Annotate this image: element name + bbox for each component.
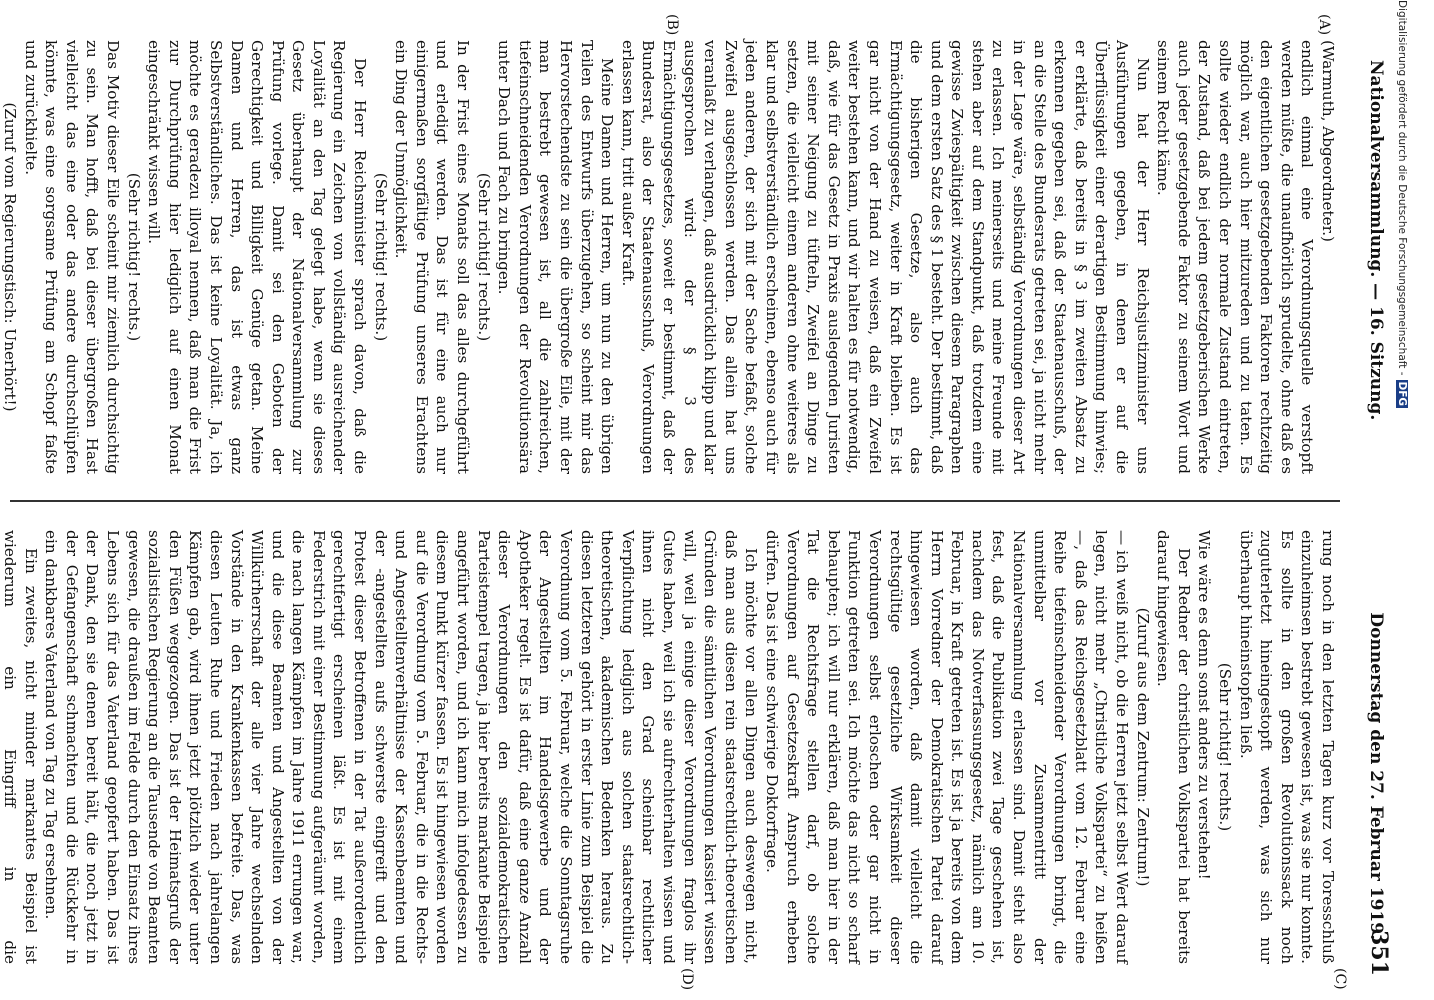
paragraph: (Zuruf vom Regierungstisch: Unerhört!): [1, 102, 19, 412]
paragraph: (Sehr richtig! rechts.): [371, 172, 390, 342]
paragraph: endlich einmal eine Verordnungsquelle verstopft werden müßte, die unaufhörlich sprudelte, ohne daß es den eigentlichen gesetzgebenden Faktoren rechtzeitig möglich war, auch hier mitzureden und zu taten. Es sollte wieder endlich der normale Zustand eintreten, der Zustand, daß bei jedem gesetzgeberischen Werke auch jeder gesetzgebende Faktor zu seinem Wort und seinem Recht käme.: [1154, 40, 1317, 474]
dfg-logo: DFG: [1396, 381, 1408, 407]
paragraph: Meine Damen und Herren, um nun zu den übrigen Teilen des Entwurfs überzugehen, so scheint mir das Hervorstechendste zu sein die übergroße Eile, mit der man bestrebt gewesen ist, all die zahlreichen, tiefeinschneidenden Verordnungen der Revolutionsära unter Dach und Fach zu bringen.: [495, 40, 617, 474]
margin-marker-b: (B): [664, 14, 680, 36]
paragraph: Wie wäre es denn sonst anders zu verstehen!: [1195, 530, 1214, 880]
paragraph: Der Redner der christlichen Volkspartei hat bereits darauf hingewiesen.: [1154, 530, 1193, 964]
running-header-right: Donnerstag den 27. Februar 1919.: [1366, 612, 1386, 940]
margin-marker-c: (C): [1332, 968, 1348, 990]
digitization-credit: [1388, 0, 1408, 1000]
paragraph: Nun hat der Herr Reichsjustizminister uns Ausführungen gegeben, in denen er auf die Überflüssigkeit einer derartigen Bestimmung hinwies; er erklärte, daß bereits in § 3 im zweiten Absatz zu erkennen gegeben sei, daß der Staatenausschuß, der an die Stelle des Bundesrats getreten sei, ja nicht mehr in der Lage wäre, selbständig Verordnungen dieser Art zu erlassen. Ich meinerseits und meine Freunde mit stehen aber auf dem Standpunkt, daß trotzdem eine gewisse Zwiespältigkeit zwischen diesem Paragraphen und dem ersten Satz des § 1 besteht. Der bestimmt, daß die bisherigen Gesetze, also auch das Ermächtigungsgesetz, weiter in Kraft bleiben. Es ist gar nicht von der Hand zu weisen, daß ein Zweifel weiter bestehen kann, und wir halten es für notwendig, daß, wie für das Gesetz in Praxis auslegenden Juristen mit seiner Neigung zu tüfteln, Zweifel an Dinge zu setzen, die vielleicht einem anderen ohne weiteres als klar und selbstverständlich erscheinen, ebenso auch für jeden anderen, der sich mit der Sache befaßt, solche Zweifel ausgeschlossen werden. Das allein hat uns veranlaßt zu verlangen, daß ausdrücklich klipp und klar ausgesprochen wird: der § 3 des Ermächtigungsgesetzes, soweit er bestimmt, daß der Bundesrat, also der Staatenausschuß, Verordnungen erlassen kann, tritt außer Kraft.: [618, 40, 1152, 474]
paragraph: (Warmuth, Abgeordneter.): [1319, 40, 1337, 242]
paragraph: (Zuruf aus dem Zentrum: Zentrum!): [1133, 607, 1152, 887]
paragraph: Ich möchte vor allen Dingen auch deswegen nicht, daß man aus diesen rein staatsrechtlich-theoretischen Gründen die sämtlichen Verordnungen kassiert wissen will, weil ja einige dieser Verordnungen fraglos ihr Gutes haben, weil ich sie aufrechterhalten wissen und ihnen nicht den Grad scheinbar rechtlicher Verpflichtung lediglich aus solchen staatsrechtlich-theoretischen, akademischen Bedenken heraus. Zu diesen letzteren gehört in erster Linie zum Beispiel die Verordnung vom 5. Februar, welche die Sonntagsruhe der Angestellten im Handelsgewerbe und der Apotheker regelt. Es ist dafür, daß eine ganze Anzahl dieser Verordnungen den sozialdemokratischen Parteistempel tragen, ja hier bereits markante Beispiele angeführt worden, und ich kann mich infolgedessen zu diesem Punkt kürzer fassen. Es ist hingewiesen worden auf die Verordnung vom 5. Februar, die in die Rechts- und Angestelltenverhältnisse der Kassenbeamten und der -angestellten aufs schwerste eingreift und den Protest dieser Betroffenen in der Tat außerordentlich gerechtfertigt erscheinen läßt. Es ist mit einem Federstrich mit einer Bestimmung aufgeräumt worden, die nach langen Kämpfen im Jahre 1911 errungen war, und die diese Beamten und Angestellten von der Willkürherrschaft der alle vier Jahre wechselnden Vorstände in den Krankenkassen befreite. Das, was diesen Leuten Ruhe und Frieden nach jahrelangen Kämpfen gab, wird ihnen jetzt plötzlich wieder unter den Füßen weggezogen. Das ist der Heimatsgruß der sozialistischen Regierung an die Tausende von Beamten gewesen, die draußen im Felde durch den Einsatz ihres Lebens sich für das Vaterland geopfert haben. Das ist der Dank, den sie denen bereit hält, die noch jetzt in der Gefangenschaft schmachten und die Rückkehr in ein dankbares Vaterland von Tag zu Tag ersehnen.: [42, 530, 761, 964]
paragraph: Das Motiv dieser Eile scheint mir ziemlich durchsichtig zu sein. Man hofft, daß bei dieser übergroßen Hast vielleicht das eine oder das andere durchschlüpfen könnte, was eine sorgsame Prüfung am Schopf faßte und zurückhielte.: [21, 40, 122, 474]
paragraph: (Sehr richtig! rechts.): [124, 172, 143, 342]
paragraph: — ich weiß nicht, ob die Herren jetzt selbst Wert darauf legen, nicht mehr „Christliche Volkspartei“ zu heißen —, daß das Reichsgesetzblatt vom 12. Februar eine Reihe tiefeinschneidender Verordnungen bringt, die unmittelbar vor Zusammentritt der Nationalversammlung erlassen sind. Damit steht also fest, daß die Publikation zwei Tage geschehen ist, nachdem das Notverfassungsgesetz, nämlich am 10. Februar, in Kraft getreten ist. Es ist ja bereits von dem Herrn Vorredner der Demokratischen Partei darauf hingewiesen worden, daß damit vielleicht die rechtsgültige gesetzliche Wirksamkeit dieser Verordnungen selbst erloschen oder gar nicht in Funktion getreten sei. Ich möchte das nicht so scharf behaupten; ich will nur erklären, daß man hier in der Tat die Rechtsfrage stellen darf, ob solche Verordnungen auf Gesetzeskraft Anspruch erheben dürfen. Das ist eine schwierige Doktorfrage.: [762, 530, 1132, 964]
page-number: 351: [1366, 930, 1392, 976]
paragraph: Der Herr Reichsminister sprach davon, daß die Regierung ein Zeichen von vollständig ausreichender Loyalität an den Tag gelegt habe, wenn sie dieses Gesetz überhaupt der Nationalversammlung zur Prüfung vorlege. Damit sei den Geboten der Gerechtigkeit und Billigkeit Genüge getan. Meine Damen und Herren, das ist etwas ganz Selbstverständliches. Das ist keine Loyalität. Ja, ich möchte es geradezu illoyal nennen, daß man die Frist zur Durchprüfung hier lediglich auf einen Monat eingeschränkt wissen will.: [145, 40, 370, 474]
paragraph: rung noch in den letzten Tagen kurz vor Toresschluß einzuheimsen bestrebt gewesen ist, was sie nur konnte. Es sollte in den großen Revolutionssack noch zuguterletzt hineingestopft werden, was sich nur überhaupt hineinstopfen ließ.: [1236, 530, 1337, 964]
margin-marker-a: (A): [1316, 14, 1332, 36]
margin-marker-d: (D): [679, 968, 695, 991]
credit-text: Digitalisierung gefördert durch die Deutsche Forschungsgemeinschaft -: [1396, 0, 1408, 376]
paragraph: Ein zweites, nicht minder markantes Beispiel ist wiederum ein Eingriff in die: [1, 530, 40, 964]
paragraph: (Sehr richtig! rechts.): [1216, 662, 1235, 832]
paragraph: In der Frist eines Monats soll das alles durchgeführt und erledigt werden. Das ist für eine auch nur einigermaßen sorgfältige Prüfung unseres Erachtens ein Ding der Unmöglichkeit.: [392, 40, 473, 474]
running-header-left: Nationalversammlung. — 16. Sitzung.: [1366, 60, 1386, 421]
text-column-right: [1, 530, 1338, 964]
paragraph: (Sehr richtig! rechts.): [474, 172, 493, 342]
text-column-left: [1, 40, 1338, 474]
column-rule: [10, 500, 1340, 502]
